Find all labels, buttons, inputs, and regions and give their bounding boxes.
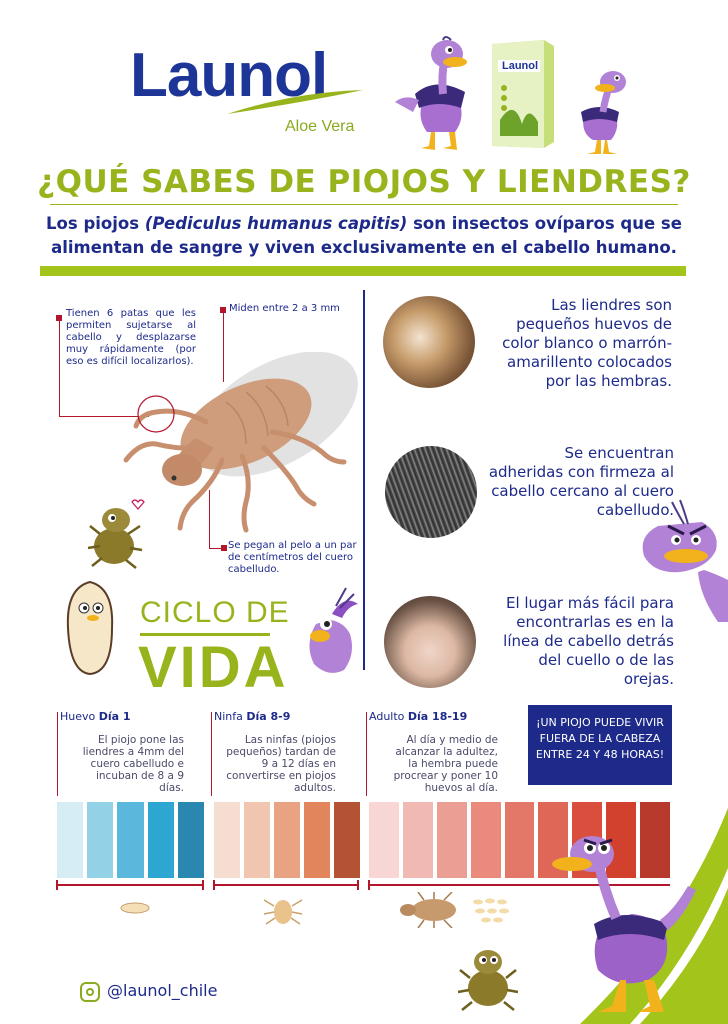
intro-text-2: son insectos ovíparos que se alimentan de sangre y viven exclusivamente en el cabello humano. bbox=[51, 214, 682, 257]
ostrich-mascot-right bbox=[565, 68, 635, 156]
ostrich-mascot-pointing bbox=[528, 820, 704, 1016]
leader-dot-legs bbox=[56, 315, 62, 321]
cartoon-louse-bottom bbox=[456, 940, 520, 1012]
brand-subtitle: Aloe Vera bbox=[285, 118, 355, 135]
hair-photo bbox=[385, 446, 477, 538]
stage-nymph-name: Ninfa bbox=[214, 710, 243, 723]
eggs-mini-illustration bbox=[470, 896, 514, 926]
swatch-nymph-4 bbox=[304, 802, 330, 878]
timeline-nymph bbox=[214, 884, 359, 886]
swatch-egg-2 bbox=[87, 802, 113, 878]
intro-scientific-name: (Pediculus humanus capitis) bbox=[144, 214, 408, 233]
leader-line-legs bbox=[59, 320, 60, 416]
ostrich-mascot-female bbox=[296, 584, 364, 680]
logo-swoosh bbox=[225, 88, 365, 118]
swatch-adult-1 bbox=[369, 802, 399, 878]
cartoon-louse-heart bbox=[86, 496, 146, 572]
note-size: Miden entre 2 a 3 mm bbox=[229, 303, 340, 314]
stage-adult-name: Adulto bbox=[369, 710, 405, 723]
nit-photo bbox=[383, 296, 475, 388]
scalp-photo bbox=[384, 596, 476, 688]
stage-nymph-bar bbox=[211, 712, 212, 796]
intro-text-1: Los piojos bbox=[46, 214, 145, 233]
green-divider-band bbox=[40, 266, 686, 276]
leader-dot-attach bbox=[221, 545, 227, 551]
brand-logo: Launol bbox=[130, 41, 328, 110]
swatch-egg-5 bbox=[178, 802, 204, 878]
page-title: ¿QUÉ SABES DE PIOJOS Y LIENDRES? bbox=[37, 164, 691, 200]
stage-egg-name: Huevo bbox=[60, 710, 96, 723]
swatch-adult-2 bbox=[403, 802, 433, 878]
stage-egg-text: El piojo pone las liendres a 4mm del cuero cabelludo e incuban de 8 a 9 días. bbox=[82, 734, 184, 794]
survival-alert-box: ¡UN PIOJO PUEDE VIVIR FUERA DE LA CABEZA ENTRE 24 Y 48 HORAS! bbox=[528, 705, 672, 785]
fact-location: El lugar más fácil para encontrarlas es en la línea de cabello detrás del cuello o de las orejas. bbox=[503, 594, 674, 688]
instagram-icon bbox=[80, 982, 100, 1002]
stage-egg-day: Día 1 bbox=[98, 710, 131, 723]
cycle-title-line2: VIDA bbox=[138, 635, 289, 700]
fact-attached: Se encuentran adheridas con firmeza al cabello cercano al cuero cabelludo. bbox=[488, 444, 674, 519]
swatch-adult-3 bbox=[437, 802, 467, 878]
stage-adult-day: Día 18-19 bbox=[407, 710, 468, 723]
stage-adult-header bbox=[369, 710, 467, 723]
stage-egg-bar bbox=[57, 712, 58, 796]
timeline-egg bbox=[57, 884, 204, 886]
timeline-adult-tick-start bbox=[368, 880, 370, 890]
stage-adult-bar bbox=[366, 712, 367, 796]
note-attach: Se pegan al pelo a un par de centímetros del cuero cabelludo. bbox=[228, 540, 357, 575]
stage-nymph-day: Día 8-9 bbox=[246, 710, 291, 723]
intro-paragraph bbox=[40, 212, 688, 260]
nymph-mini-illustration bbox=[262, 892, 304, 928]
social-handle[interactable]: @launol_chile bbox=[107, 981, 218, 1000]
adult-louse-mini-illustration bbox=[396, 892, 466, 928]
timeline-nymph-tick-end bbox=[357, 880, 359, 890]
timeline-egg-tick-end bbox=[202, 880, 204, 890]
nit-mini-illustration bbox=[118, 898, 152, 918]
swatch-egg-4 bbox=[148, 802, 174, 878]
timeline-egg-tick-start bbox=[56, 880, 58, 890]
swatch-adult-4 bbox=[471, 802, 501, 878]
fact-nits: Las liendres son pequeños huevos de color blanco o marrón-amarillento colocados por las hembras. bbox=[502, 296, 672, 390]
product-box-brand: Launol bbox=[502, 60, 539, 72]
egg-character bbox=[60, 578, 120, 678]
stage-nymph-text: Las ninfas (piojos pequeños) tardan de 9 a 12 días en convertirse en piojos adultos. bbox=[226, 734, 336, 794]
stage-egg-header bbox=[60, 710, 131, 723]
stage-adult-text: Al día y medio de alcanzar la adultez, la hembra puede procrear y poner 10 huevos al día. bbox=[393, 734, 498, 794]
swatch-nymph-3 bbox=[274, 802, 300, 878]
cycle-title-line1: CICLO DE bbox=[140, 596, 290, 629]
swatch-egg-1 bbox=[57, 802, 83, 878]
product-box bbox=[484, 38, 556, 150]
swatch-nymph-2 bbox=[244, 802, 270, 878]
ostrich-mascot-angry bbox=[628, 496, 728, 626]
swatch-egg-3 bbox=[117, 802, 143, 878]
stage-nymph-header bbox=[214, 710, 290, 723]
leader-dot-size bbox=[220, 307, 226, 313]
ostrich-mascot-left bbox=[385, 36, 500, 152]
swatch-nymph-1 bbox=[214, 802, 240, 878]
timeline-nymph-tick-start bbox=[213, 880, 215, 890]
title-underline bbox=[50, 204, 678, 205]
note-legs: Tienen 6 patas que les permiten sujetarse al cabello y desplazarse muy rápidamente (por eso es difícil localizarlos). bbox=[66, 308, 196, 367]
swatch-nymph-5 bbox=[334, 802, 360, 878]
